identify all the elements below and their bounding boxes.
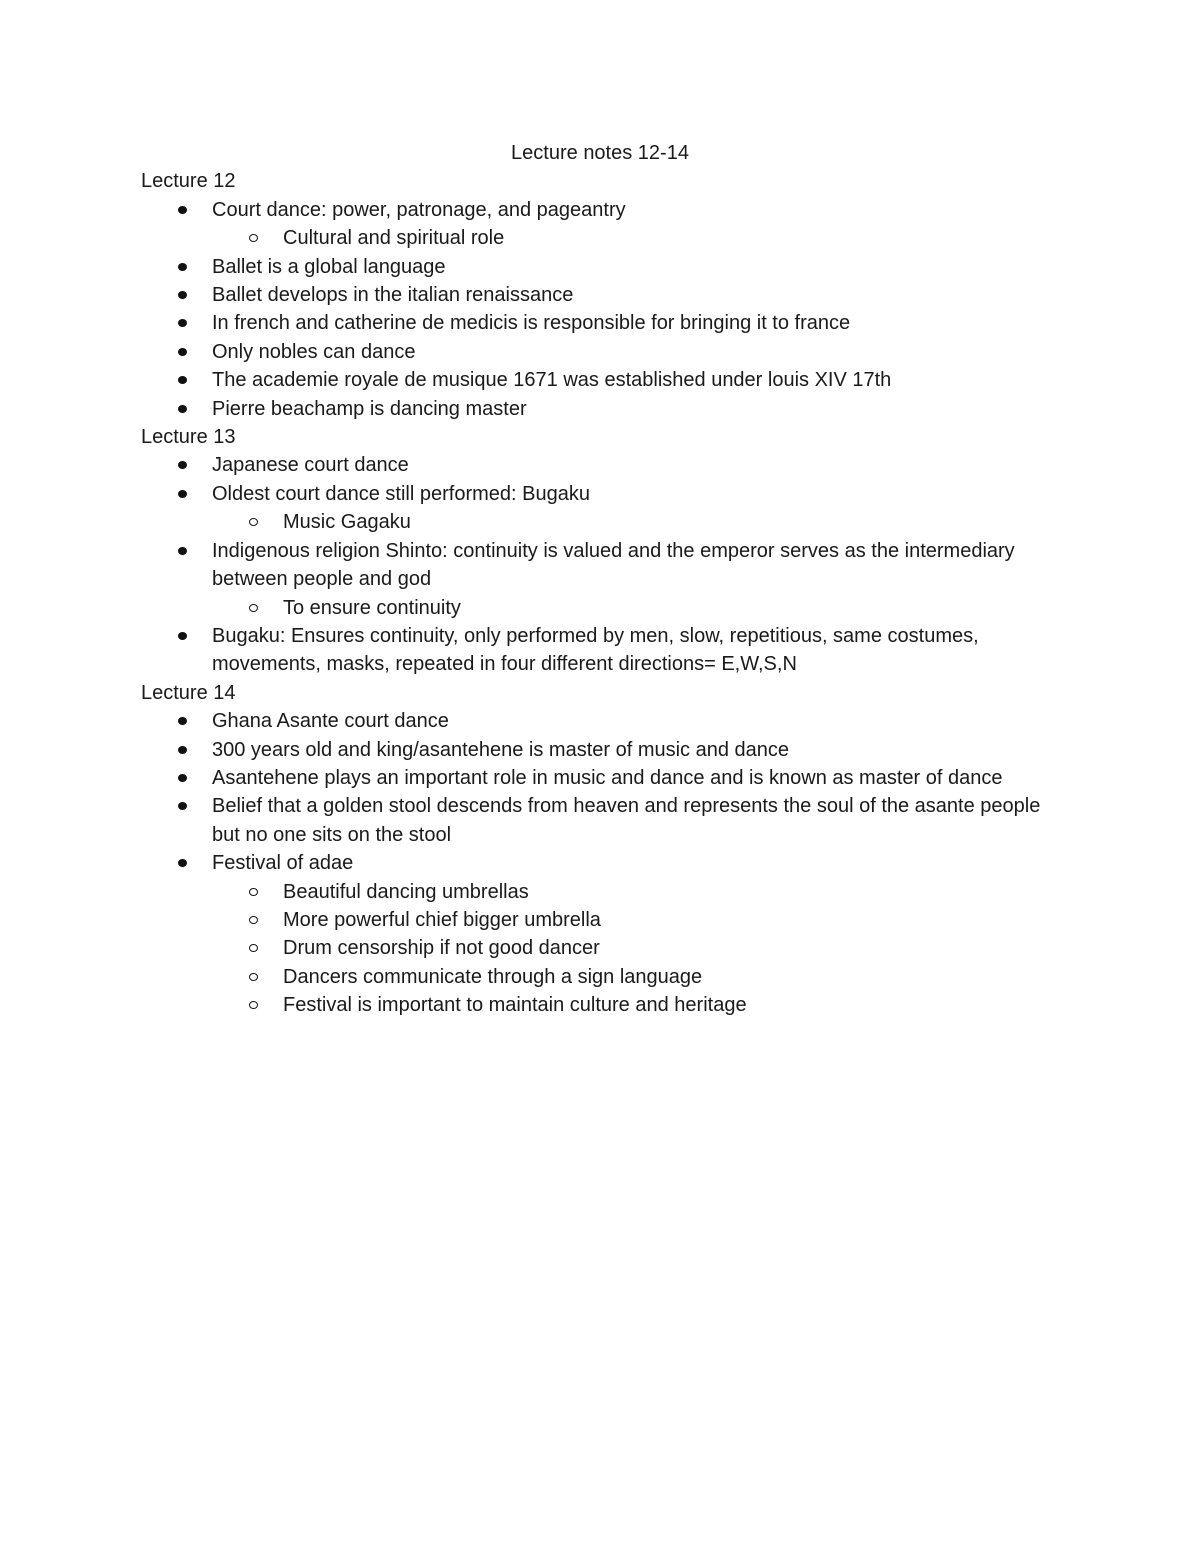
list-item-text: The academie royale de musique 1671 was established under louis XIV 17th bbox=[212, 369, 892, 392]
bullet-list bbox=[141, 707, 1061, 1019]
bullet-disc-icon bbox=[178, 206, 187, 214]
sub-list-item bbox=[212, 224, 1061, 252]
list-item bbox=[141, 338, 1061, 366]
list-item bbox=[141, 281, 1061, 309]
bullet-disc-icon bbox=[178, 490, 187, 498]
list-item bbox=[141, 196, 1061, 253]
sub-bullet-list bbox=[212, 594, 1061, 622]
list-item-text: Ghana Asante court dance bbox=[212, 710, 449, 733]
bullet-disc-icon bbox=[178, 405, 187, 413]
list-item bbox=[141, 849, 1061, 1019]
bullet-circle-icon bbox=[249, 944, 258, 952]
sub-bullet-list bbox=[212, 878, 1061, 1020]
sections-container bbox=[141, 167, 1061, 1019]
list-item bbox=[141, 366, 1061, 394]
sub-list-item-text: Festival is important to maintain culture and heritage bbox=[283, 994, 747, 1017]
section-heading: Lecture 14 bbox=[141, 681, 236, 704]
sub-list-item-text: Dancers communicate through a sign language bbox=[283, 965, 703, 988]
bullet-circle-icon bbox=[249, 888, 258, 896]
bullet-circle-icon bbox=[249, 604, 258, 612]
bullet-circle-icon bbox=[249, 916, 258, 924]
list-item-text: Court dance: power, patronage, and pageantry bbox=[212, 198, 626, 221]
bullet-disc-icon bbox=[178, 802, 187, 810]
bullet-disc-icon bbox=[178, 376, 187, 384]
bullet-disc-icon bbox=[178, 348, 187, 356]
bullet-disc-icon bbox=[178, 859, 187, 867]
sub-list-item-text: More powerful chief bigger umbrella bbox=[283, 908, 601, 931]
sub-list-item-text: Beautiful dancing umbrellas bbox=[283, 880, 529, 903]
list-item bbox=[141, 707, 1061, 735]
document-title: Lecture notes 12-14 bbox=[511, 142, 689, 164]
list-item bbox=[141, 451, 1061, 479]
list-item bbox=[141, 764, 1061, 792]
bullet-disc-icon bbox=[178, 717, 187, 725]
bullet-disc-icon bbox=[178, 632, 187, 640]
sub-list-item bbox=[212, 906, 1061, 934]
list-item-text: Ballet is a global language bbox=[212, 255, 446, 278]
bullet-disc-icon bbox=[178, 319, 187, 327]
sub-list-item-text: To ensure continuity bbox=[283, 596, 461, 619]
bullet-circle-icon bbox=[249, 1001, 258, 1009]
section-heading: Lecture 13 bbox=[141, 426, 236, 449]
list-item bbox=[141, 309, 1061, 337]
list-item bbox=[141, 537, 1061, 622]
bullet-disc-icon bbox=[178, 263, 187, 271]
sub-list-item bbox=[212, 508, 1061, 536]
list-item-text: In french and catherine de medicis is responsible for bringing it to france bbox=[212, 312, 851, 335]
bullet-list bbox=[141, 451, 1061, 678]
sub-list-item bbox=[212, 963, 1061, 991]
sub-bullet-list bbox=[212, 508, 1061, 536]
bullet-disc-icon bbox=[178, 461, 187, 469]
list-item-text: Ballet develops in the italian renaissance bbox=[212, 284, 574, 307]
list-item-text: Belief that a golden stool descends from heaven and represents the soul of the asante people but no one sits on the stool bbox=[212, 795, 1041, 846]
list-item-text: Asantehene plays an important role in music and dance and is known as master of dance bbox=[212, 766, 1003, 789]
bullet-circle-icon bbox=[249, 973, 258, 981]
list-item-text: Indigenous religion Shinto: continuity is valued and the emperor serves as the intermediary between people and god bbox=[212, 539, 1015, 591]
document-body bbox=[141, 139, 1061, 1020]
list-item-text: Festival of adae bbox=[212, 852, 354, 875]
sub-list-item bbox=[212, 934, 1061, 962]
list-item-text: 300 years old and king/asantehene is master of music and dance bbox=[212, 738, 790, 761]
list-item bbox=[141, 622, 1061, 679]
bullet-list bbox=[141, 196, 1061, 423]
sub-bullet-list bbox=[212, 224, 1061, 252]
bullet-circle-icon bbox=[249, 234, 258, 242]
section-heading: Lecture 12 bbox=[141, 170, 236, 193]
sub-list-item bbox=[212, 878, 1061, 906]
bullet-disc-icon bbox=[178, 746, 187, 754]
bullet-disc-icon bbox=[178, 774, 187, 782]
sub-list-item-text: Cultural and spiritual role bbox=[283, 227, 505, 250]
list-item bbox=[141, 792, 1061, 849]
sub-list-item-text: Drum censorship if not good dancer bbox=[283, 937, 600, 960]
list-item bbox=[141, 480, 1061, 537]
list-item bbox=[141, 395, 1061, 423]
sub-list-item bbox=[212, 594, 1061, 622]
list-item bbox=[141, 736, 1061, 764]
bullet-disc-icon bbox=[178, 547, 187, 555]
list-item-text: Japanese court dance bbox=[212, 454, 409, 477]
sub-list-item-text: Music Gagaku bbox=[283, 511, 411, 534]
bullet-circle-icon bbox=[249, 518, 258, 526]
bullet-disc-icon bbox=[178, 291, 187, 299]
list-item-text: Bugaku: Ensures continuity, only performed by men, slow, repetitious, same costumes, movements, masks, repeated in four different directions= E,W,S,N bbox=[212, 624, 979, 676]
list-item bbox=[141, 253, 1061, 281]
list-item-text: Oldest court dance still performed: Bugaku bbox=[212, 482, 590, 505]
sub-list-item bbox=[212, 991, 1061, 1019]
list-item-text: Only nobles can dance bbox=[212, 340, 416, 363]
list-item-text: Pierre beachamp is dancing master bbox=[212, 397, 527, 420]
